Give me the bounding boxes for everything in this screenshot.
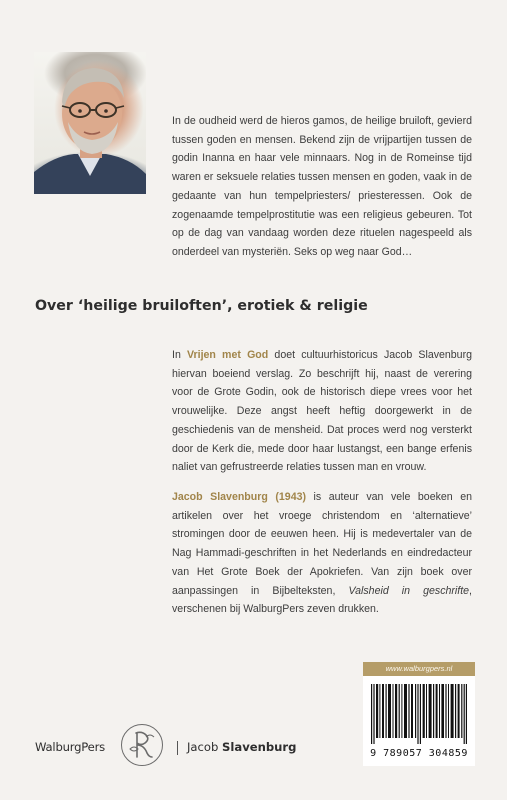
- book-title: Vrijen met God: [187, 349, 269, 361]
- publisher-name: WalburgPers: [35, 740, 105, 754]
- author-bio-book-title: Valsheid in geschrifte: [348, 584, 470, 597]
- description-prefix: In: [172, 349, 188, 361]
- author-photo-illustration: [34, 52, 146, 194]
- footer-divider: [177, 741, 178, 755]
- author-name-year: Jacob Slavenburg (1943): [172, 491, 307, 503]
- author-bio-text: is auteur van vele boeken en artikelen over het vroege christendom en ‘alternatieve’ stromingen door de eeuwen heen. Hij is medevertaler van de Nag Hammadi-geschriften in het Nederlands en eindredacteur van Het Grote Boek der Apokriefen. Van zijn boek over aanpassingen in Bijbelteksten,: [172, 491, 472, 597]
- book-description: [172, 346, 472, 477]
- footer-author-first: Jacob: [187, 740, 223, 754]
- footer-author-last: Slavenburg: [222, 740, 297, 754]
- author-photo: [34, 52, 146, 194]
- isbn-number: 9 789057 304859: [370, 748, 468, 759]
- barcode-icon: [371, 684, 467, 744]
- author-bio-text-end: , verschenen bij WalburgPers zeven drukken.: [172, 584, 472, 616]
- publisher-url: www.walburgpers.nl: [363, 662, 475, 676]
- footer-author: [187, 740, 296, 754]
- isbn-barcode-box: [363, 662, 475, 766]
- description-text: doet cultuurhistoricus Jacob Slavenburg hiervan boeiend verslag. Zo beschrijft hij, naast de verering voor de Grote Godin, ook de historisch diepe vrees voor het vrouwelijke. Deze angst heeft heftig doorgewerkt in de geschiedenis van de mensheid. Dat proces werd nog versterkt door de Kerk die, mede door haar lustangst, een bange erfenis naliet van gefrustreerde relaties tussen man en vrouw.: [172, 349, 472, 474]
- publisher-logo-icon: [120, 723, 164, 767]
- intro-paragraph: In de oudheid werd de hieros gamos, de heilige bruiloft, gevierd tussen goden en mensen. Bekend zijn de vrijpartijen tussen de godin Inanna en haar vele minnaars. Nog in de Romeinse tijd waren er seksuele relaties tussen mensen en goden, vaak in de gedaante van hun tempelpriesters/ priesteressen. Ook de zogenaamde tempelprostitutie was een religieus gebeuren. Tot op de dag van vandaag worden deze rituelen nagespeeld als onderdeel van mysteriën. Seks op weg naar God…: [172, 115, 472, 258]
- section-heading: Over ‘heilige bruiloften’, erotiek & religie: [35, 298, 368, 314]
- author-bio: [172, 488, 472, 619]
